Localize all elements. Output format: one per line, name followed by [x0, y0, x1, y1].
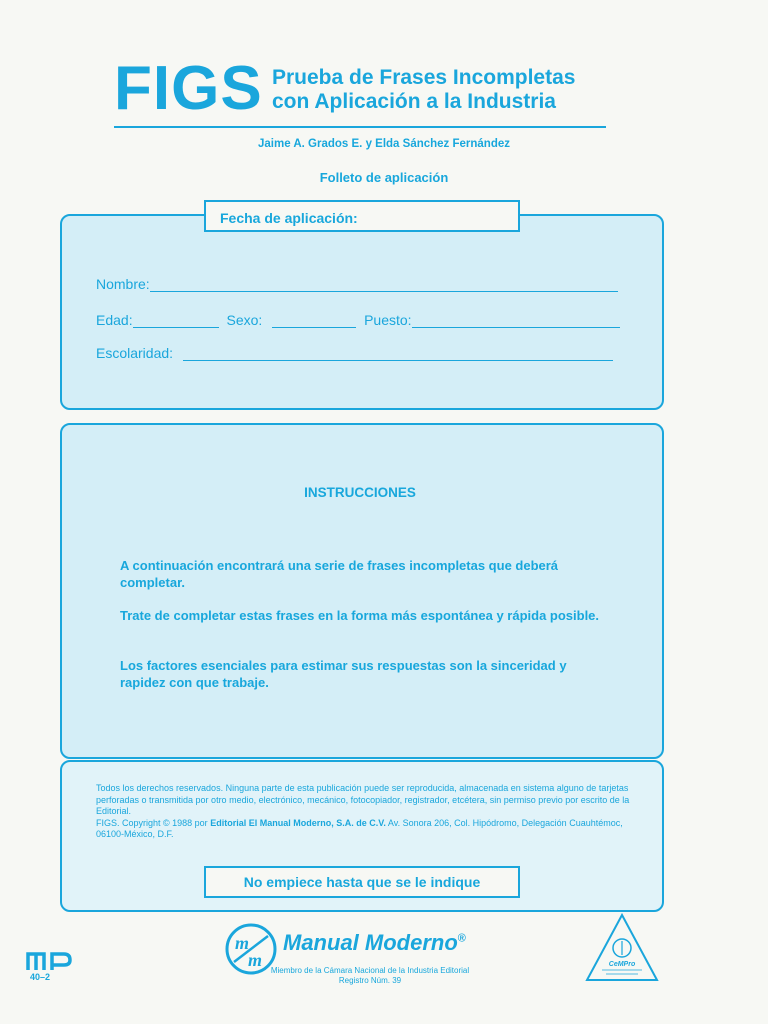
authors: Jaime A. Grados E. y Elda Sánchez Fernández — [257, 138, 511, 150]
cempro-seal-icon — [584, 912, 660, 984]
publisher-name-text: Manual Moderno — [283, 930, 458, 955]
education-label: Escolaridad: — [96, 345, 174, 361]
svg-text:m: m — [248, 950, 263, 970]
education-line[interactable] — [183, 346, 613, 361]
instructions-box — [60, 423, 664, 759]
name-field[interactable] — [96, 276, 618, 292]
instruction-paragraph-2: Trate de completar estas frases en la forma más espontánea y rápida posible. — [120, 608, 600, 623]
sex-line[interactable] — [272, 313, 356, 328]
cempro-label: CeMPro — [608, 961, 636, 968]
booklet-label: Folleto de aplicación — [319, 170, 449, 185]
test-subtitle — [272, 66, 575, 114]
age-sex-position-row — [96, 312, 620, 328]
education-field[interactable] — [96, 345, 613, 361]
rights-text: Todos los derechos reservados. Ninguna parte de esta publicación puede ser reproducida, almacenada en sistema alguno de tarjetas perforadas o transmitida por otro medio, electrónico, mecánico, fotocopiador, registrador, etcétera, sin permiso previo por escrito de la Editorial. — [96, 783, 630, 816]
publisher-name — [283, 930, 466, 956]
publisher-address: Av. Sonora 206, Col. Hipódromo, Delegación Cuauhtémoc, 06100-México, D.F. — [96, 817, 623, 839]
position-line[interactable] — [412, 313, 620, 328]
publisher-legal-name: Editorial El Manual Moderno, S.A. de C.V. — [210, 817, 386, 828]
instructions-title: INSTRUCCIONES — [304, 485, 416, 500]
instruction-paragraph-3: Los factores esenciales para estimar sus respuestas son la sinceridad y rapidez con que trabaje. — [120, 658, 567, 690]
instruction-paragraph-1: A continuación encontrará una serie de frases incompletas que deberá completar. — [120, 558, 559, 590]
registered-mark: ® — [457, 932, 466, 945]
membership-line-2: Registro Núm. 39 — [338, 976, 402, 985]
brand-title: FIGS — [114, 54, 263, 123]
copyright-prefix: FIGS. Copyright © 1988 por — [96, 817, 208, 828]
svg-text:m: m — [235, 933, 250, 953]
membership-line-1: Miembro de la Cámara Nacional de la Industria Editorial — [270, 966, 470, 975]
legal-notice — [96, 783, 636, 841]
name-label: Nombre: — [96, 276, 150, 292]
header-divider — [114, 126, 606, 128]
catalog-code: 40–2 — [30, 972, 51, 982]
age-line[interactable] — [133, 313, 219, 328]
subtitle-line-2: con Aplicación a la Industria — [272, 90, 556, 113]
mp-logo-icon — [26, 950, 72, 972]
sex-label: Sexo: — [226, 312, 263, 328]
chamber-membership — [264, 966, 476, 986]
subtitle-line-1: Prueba de Frases Incompletas — [272, 66, 576, 89]
name-line[interactable] — [150, 277, 618, 292]
age-label: Edad: — [96, 312, 133, 328]
date-field[interactable] — [204, 200, 520, 232]
position-label: Puesto: — [364, 312, 412, 328]
date-label: Fecha de aplicación: — [220, 210, 358, 226]
do-not-start-notice: No empiece hasta que se le indique — [204, 866, 520, 898]
